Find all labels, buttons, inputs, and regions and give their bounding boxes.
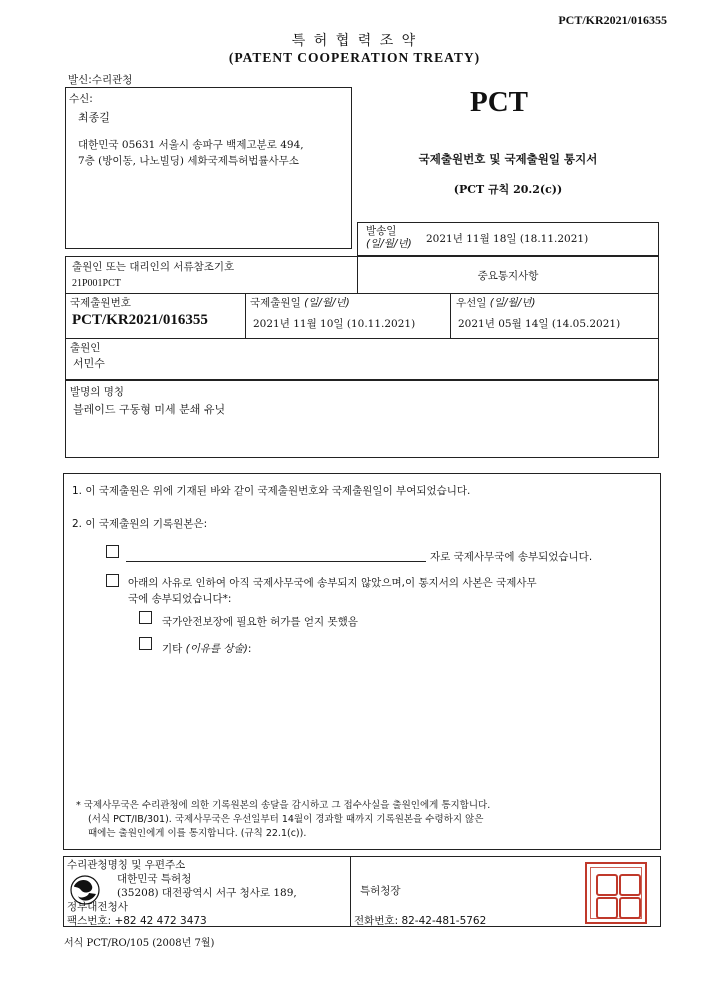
important-notice: 중요통지사항 [477,270,539,282]
office-officer: 특허청장 [360,885,401,897]
priority-date-unit: (일/월/년) [489,297,536,309]
priority-date-label-text: 우선일 [456,297,487,309]
notice-title: 국제출원번호 및 국제출원일 통지서 [418,152,598,166]
official-seal-stamp [585,862,647,924]
mailing-date-label: 발송일 [366,225,397,237]
office-tel: 전화번호: 82-42-481-5762 [354,915,487,927]
reason-other-checkbox[interactable] [139,637,152,650]
sent-date-line [126,561,426,562]
invention-value: 블레이드 구동형 미세 분쇄 유닛 [73,403,226,416]
mailing-date-unit: (일/월/년) [366,238,412,250]
doc-number: PCT/KR2021/016355 [558,13,667,27]
option-sent-checkbox[interactable] [106,545,119,558]
office-label: 수리관청명칭 및 우편주소 [67,859,186,871]
recipient-box [65,87,352,249]
reason-security-checkbox[interactable] [139,611,152,624]
intl-date-label-text: 국제출원일 [250,297,301,309]
applicant-ref-label: 출원인 또는 대리인의 서류참조기호 [72,261,235,273]
reason-other-suffix: : [247,643,252,655]
footnote-2: (서식 PCT/IB/301). 국제사무국은 우선일부터 14월이 경과할 때까지 기록원본을 수령하지 않은 [88,814,484,825]
office-line-2: (35208) 대전광역시 서구 청사로 189, [117,887,297,899]
rule-reference: (PCT 규칙 20.2(c)) [453,183,563,196]
option-not-sent-checkbox[interactable] [106,574,119,587]
office-line-3: 정부대전청사 [67,901,128,913]
applicant-ref-value: 21P001PCT [72,278,121,289]
item-2: 2. 이 국제출원의 기록원본은: [72,518,208,530]
intl-date-unit: (일/월/년) [304,297,350,309]
footnote-3: 때에는 출원인에게 이를 통지합니다. (규칙 22.1(c)). [88,828,307,839]
reason-other-prefix: 기타 [162,643,186,655]
form-id: 서식 PCT/RO/105 (2008년 7월) [64,938,215,949]
recipient-name: 최종길 [78,111,110,124]
intl-app-no-value: PCT/KR2021/016355 [72,312,208,328]
invention-label: 발명의 명칭 [70,386,125,398]
reason-other-italic: (이유를 상술) [185,643,248,655]
reason-other-text [162,641,251,656]
recipient-label: 수신: [69,93,93,105]
applicant-box [65,338,659,380]
intl-date-label [250,295,350,310]
intl-app-no-label: 국제출원번호 [70,297,131,309]
intl-date-value: 2021년 11월 10일 (10.11.2021) [253,318,416,330]
mailing-date-value: 2021년 11월 18일 (18.11.2021) [426,233,589,245]
applicant-label: 출원인 [70,342,101,354]
recipient-address-1: 대한민국 05631 서울시 송파구 백제고분로 494, [78,139,304,151]
invention-box [65,380,659,458]
footnote-1: * 국제사무국은 수리관청에 의한 기록원본의 송달을 감시하고 그 접수사실을 출원인에게 통지합니다. [76,800,491,811]
applicant-value: 서민수 [73,357,105,370]
option-not-sent-line-2: 국에 송부되었습니다*: [128,593,232,605]
option-sent-text: 자로 국제사무국에 송부되었습니다. [430,551,593,563]
pct-heading: PCT [470,86,528,118]
item-1: 1. 이 국제출원은 위에 기재된 바와 같이 국제출원번호와 국제출원일이 부여되었습니다. [72,485,471,497]
priority-date-value: 2021년 05월 14일 (14.05.2021) [458,318,621,330]
option-not-sent-line-1: 아래의 사유로 인하여 아직 국제사무국에 송부되지 않았으며,이 통지서의 사본은 국제사무 [128,577,537,589]
title-en: (PATENT COOPERATION TREATY) [228,50,481,65]
office-fax: 팩스번호: +82 42 472 3473 [67,915,207,927]
office-line-1: 대한민국 특허청 [117,873,192,885]
priority-date-label [456,295,535,310]
reason-security-text: 국가안전보장에 필요한 허가를 얻지 못했음 [162,616,358,628]
title-ko: 특 허 협 력 조 약 [291,33,418,49]
recipient-address-2: 7층 (방이동, 나노빌딩) 세화국제특허법률사무소 [78,155,299,167]
sender-label: 발신:수리관청 [68,74,133,86]
